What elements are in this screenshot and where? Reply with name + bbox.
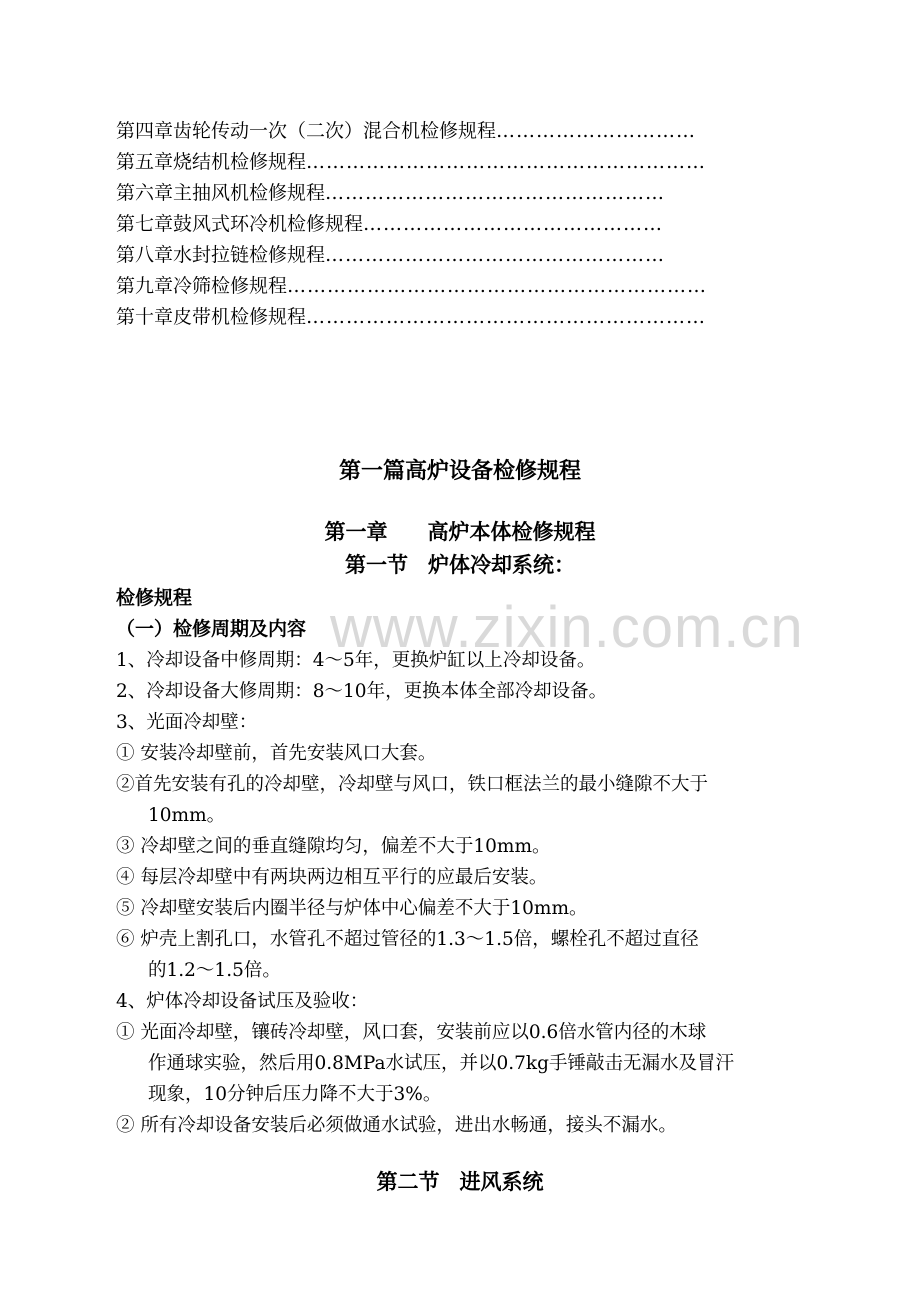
paragraph: ③ 冷却壁之间的垂直缝隙均匀，偏差不大于10mm。 [116, 836, 551, 857]
chapter-name: 高炉本体检修规程 [427, 520, 596, 544]
subsection-heading: （一）检修周期及内容 [116, 618, 307, 640]
toc-entry[interactable] [116, 116, 816, 147]
paragraph-continuation: 现象，10分钟后压力降不大于3%。 [148, 1084, 442, 1105]
toc-entry[interactable] [116, 240, 816, 271]
toc-leader: ………………………… [496, 120, 697, 142]
section-title [0, 1166, 920, 1196]
section-name: 炉体冷却系统： [428, 553, 575, 577]
paragraph: 3、光面冷却壁： [116, 712, 258, 733]
paragraph-continuation: 作通球实验，然后用0.8MPa水试压，并以0.7kg手锤敲击无漏水及冒汗 [148, 1053, 734, 1074]
table-of-contents [116, 116, 816, 333]
toc-entry[interactable] [116, 271, 816, 302]
toc-entry[interactable] [116, 302, 816, 333]
paragraph: 2、冷却设备大修周期：8～10年，更换本体全部冷却设备。 [116, 681, 608, 702]
paragraph: ① 安装冷却壁前，首先安装风口大套。 [116, 743, 437, 764]
chapter-number: 第一章 [324, 520, 388, 544]
toc-entry[interactable] [116, 178, 816, 209]
toc-title: 第八章水封拉链检修规程 [116, 244, 326, 266]
part-title: 第一篇高炉设备检修规程 [338, 459, 581, 484]
paragraph-continuation: 的1.2～1.5倍。 [148, 960, 281, 981]
paragraph: 4、炉体冷却设备试压及验收： [116, 991, 369, 1012]
toc-title: 第九章冷筛检修规程 [116, 275, 288, 297]
body-text [116, 645, 806, 1141]
toc-title: 第十章皮带机检修规程 [116, 306, 307, 328]
paragraph: ④ 每层冷却壁中有两块两边相互平行的应最后安装。 [116, 867, 548, 888]
toc-leader: …………………………………………………… [306, 151, 707, 173]
section-name: 进风系统 [459, 1170, 544, 1194]
paragraph: ②首先安装有孔的冷却壁，冷却壁与风口，铁口框法兰的最小缝隙不大于 [116, 774, 709, 795]
rules-heading: 检修规程 [116, 587, 193, 609]
toc-leader: ……………………………………… [363, 213, 664, 235]
paragraph: ② 所有冷却设备安装后必须做通水试验，进出水畅通，接头不漏水。 [116, 1115, 677, 1136]
paragraph: ⑤ 冷却壁安装后内圈半径与炉体中心偏差不大于10mm。 [116, 898, 588, 919]
section-number: 第一节 [345, 553, 408, 577]
toc-leader: ……………………………………………………… [287, 275, 708, 297]
toc-title: 第七章鼓风式环冷机检修规程 [116, 213, 364, 235]
paragraph: ① 光面冷却壁，镶砖冷却壁，风口套，安装前应以0.6倍水管内径的木球 [116, 1022, 707, 1043]
toc-entry[interactable] [116, 147, 816, 178]
toc-title: 第五章烧结机检修规程 [116, 151, 307, 173]
toc-leader: …………………………………………………… [306, 306, 707, 328]
paragraph: ⑥ 炉壳上割孔口，水管孔不超过管径的1.3～1.5倍，螺栓孔不超过直径 [116, 929, 699, 950]
watermark: www.zixin.com.cn [330, 595, 804, 660]
toc-title: 第六章主抽风机检修规程 [116, 182, 326, 204]
toc-title: 第四章齿轮传动一次（二次）混合机检修规程 [116, 120, 497, 142]
chapter-title [0, 516, 920, 546]
toc-leader: …………………………………………… [325, 182, 666, 204]
paragraph: 1、冷却设备中修周期：4～5年，更换炉缸以上冷却设备。 [116, 650, 596, 671]
toc-entry[interactable] [116, 209, 816, 240]
toc-leader: …………………………………………… [325, 244, 666, 266]
paragraph-continuation: 10mm。 [148, 805, 226, 826]
section-number: 第二节 [376, 1170, 440, 1194]
section-title [0, 549, 920, 579]
